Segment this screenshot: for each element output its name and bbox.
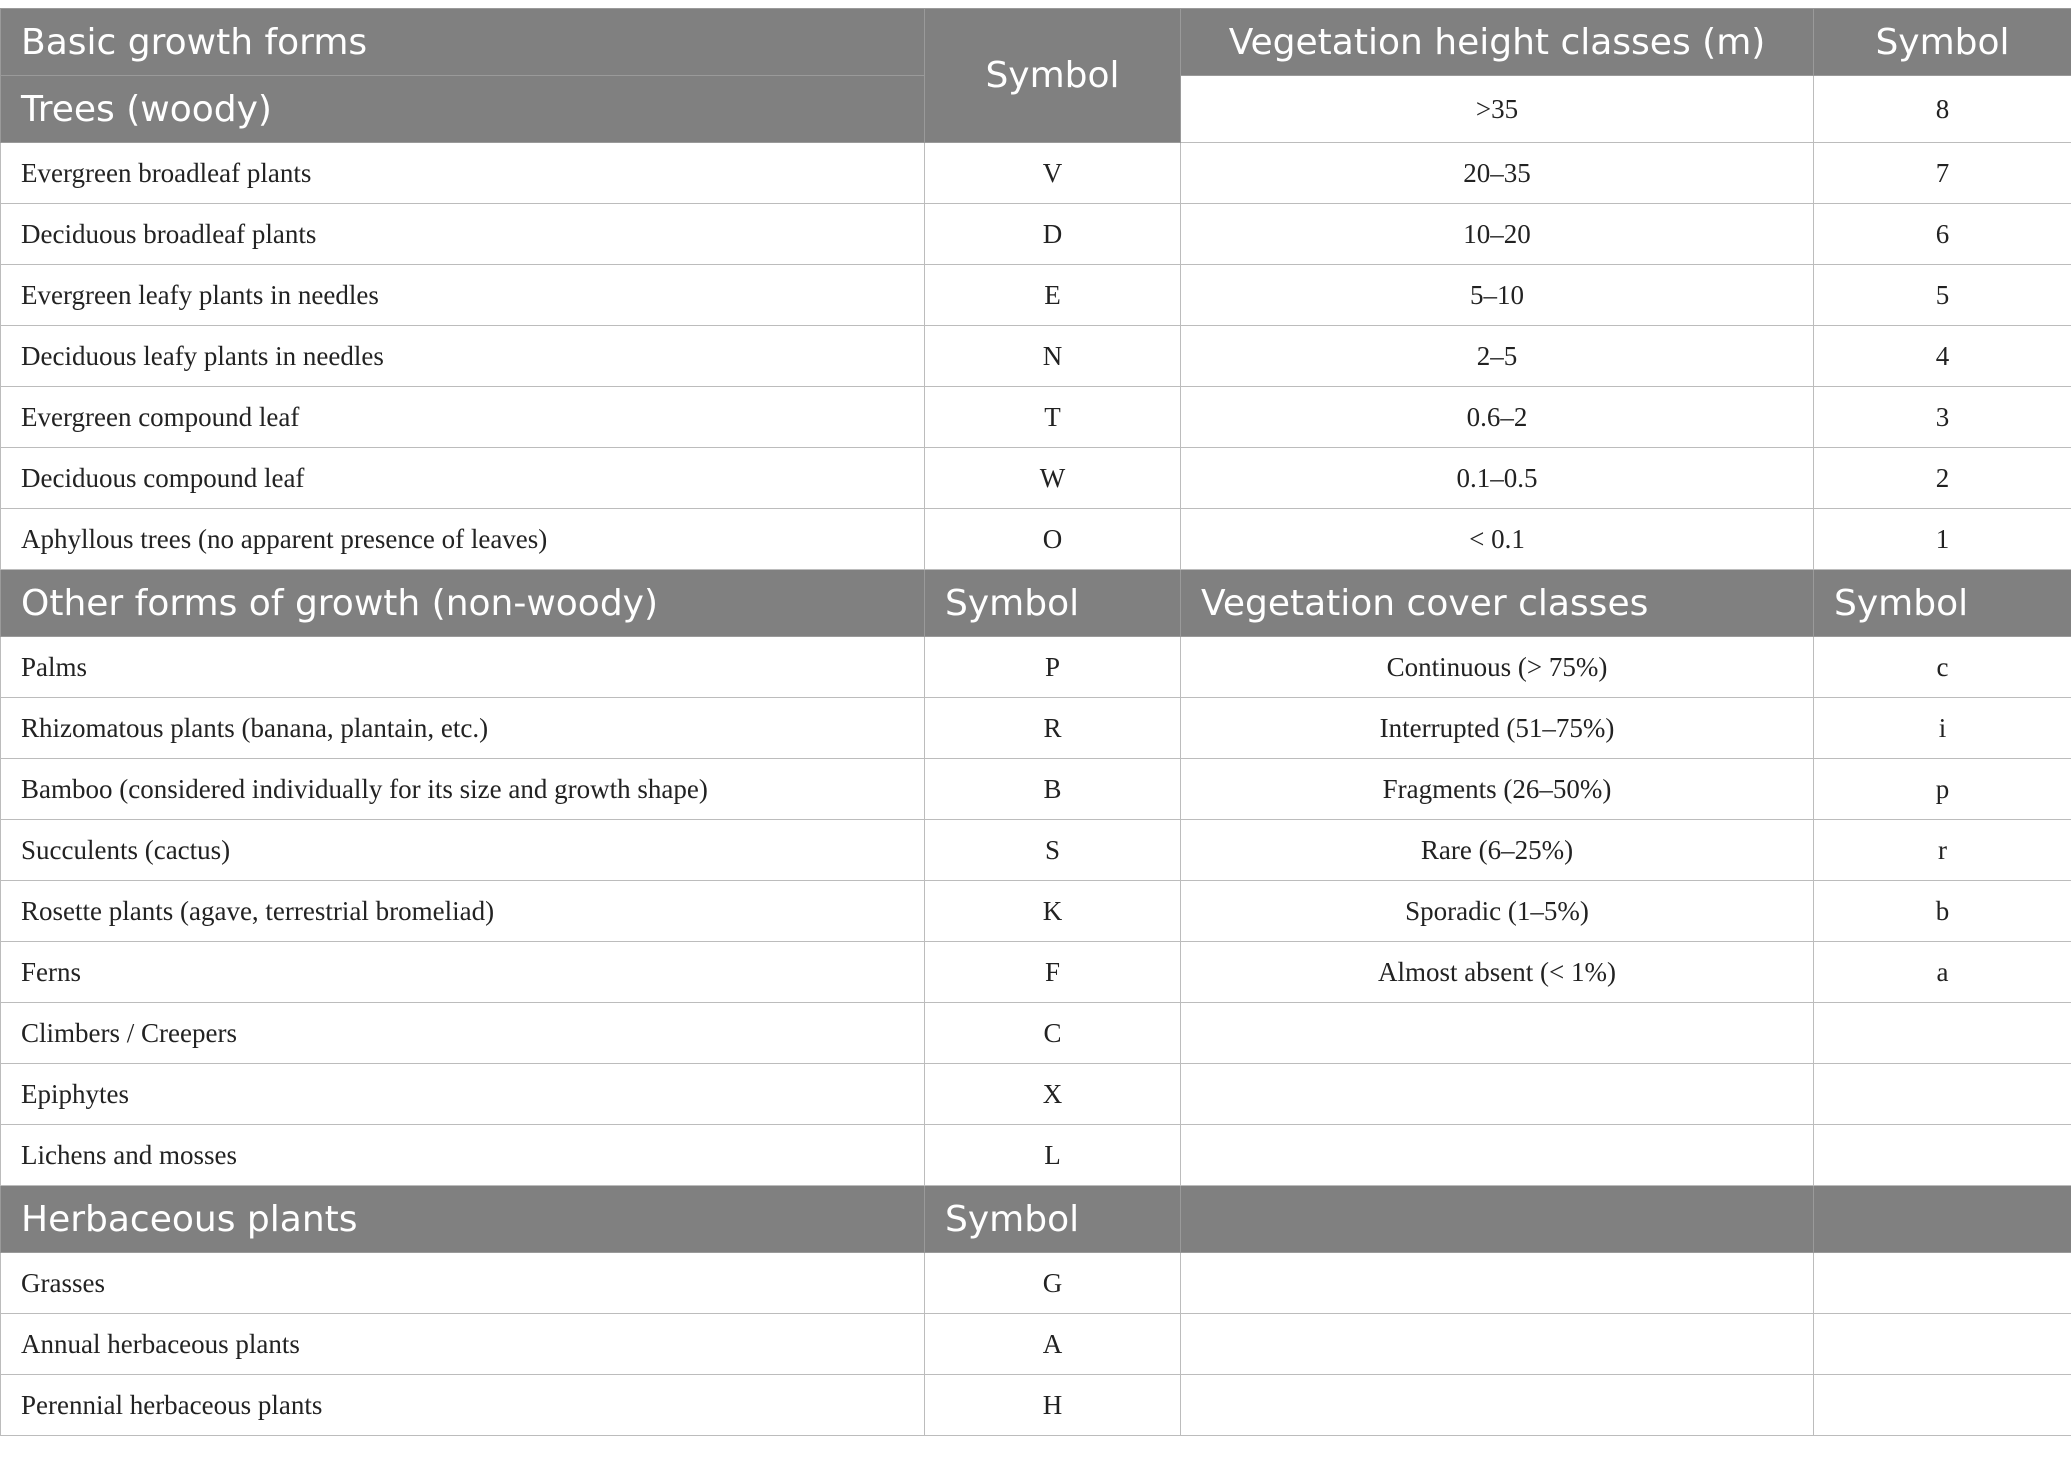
cover-symbol-cell: i [1814, 698, 2071, 759]
height-class-cell: >35 [1181, 76, 1814, 143]
height-class-cell: 2–5 [1181, 326, 1814, 387]
cover-class-cell: Continuous (> 75%) [1181, 637, 1814, 698]
growth-form-cell: Deciduous compound leaf [1, 448, 925, 509]
table-row [1, 637, 2071, 698]
basic-growth-forms-header: Basic growth forms [1, 9, 925, 76]
height-classes-header: Vegetation height classes (m) [1181, 9, 1814, 76]
symbol-cell: S [925, 820, 1181, 881]
growth-form-cell: Evergreen leafy plants in needles [1, 265, 925, 326]
growth-form-cell: Grasses [1, 1253, 925, 1314]
height-symbol-cell: 2 [1814, 448, 2071, 509]
height-class-cell: 0.1–0.5 [1181, 448, 1814, 509]
height-symbol-cell: 6 [1814, 204, 2071, 265]
symbol-header: Symbol [925, 570, 1181, 637]
empty-header-cell [1181, 1186, 1814, 1253]
empty-cell [1181, 1253, 1814, 1314]
table-row [1, 509, 2071, 570]
symbol-cell: X [925, 1064, 1181, 1125]
height-class-cell: 0.6–2 [1181, 387, 1814, 448]
symbol-header: Symbol [925, 9, 1181, 143]
cover-class-cell [1181, 1064, 1814, 1125]
symbol-cell: L [925, 1125, 1181, 1186]
cover-class-cell: Sporadic (1–5%) [1181, 881, 1814, 942]
empty-cell [1181, 1375, 1814, 1436]
table-row [1, 820, 2071, 881]
cover-class-cell [1181, 1003, 1814, 1064]
height-class-cell: 10–20 [1181, 204, 1814, 265]
height-symbol-cell: 5 [1814, 265, 2071, 326]
symbol-cell: T [925, 387, 1181, 448]
cover-symbol-cell [1814, 1064, 2071, 1125]
table-row [1, 1314, 2071, 1375]
height-class-cell: 20–35 [1181, 143, 1814, 204]
symbol-cell: R [925, 698, 1181, 759]
empty-cell [1814, 1253, 2071, 1314]
symbol-cell: K [925, 881, 1181, 942]
height-symbol-cell: 1 [1814, 509, 2071, 570]
cover-symbol-cell [1814, 1003, 2071, 1064]
table-row [1, 698, 2071, 759]
symbol-cell: V [925, 143, 1181, 204]
table-row [1, 387, 2071, 448]
growth-form-cell: Evergreen broadleaf plants [1, 143, 925, 204]
table-row [1, 1003, 2071, 1064]
herbaceous-header: Herbaceous plants [1, 1186, 925, 1253]
table-row [1, 265, 2071, 326]
growth-forms-table [0, 8, 2071, 1436]
growth-form-cell: Aphyllous trees (no apparent presence of leaves) [1, 509, 925, 570]
cover-symbol-cell: c [1814, 637, 2071, 698]
cover-symbol-cell: a [1814, 942, 2071, 1003]
height-class-cell: 5–10 [1181, 265, 1814, 326]
table-row [1, 942, 2071, 1003]
symbol-cell: P [925, 637, 1181, 698]
cover-class-cell [1181, 1125, 1814, 1186]
growth-form-cell: Ferns [1, 942, 925, 1003]
symbol-cell: A [925, 1314, 1181, 1375]
growth-form-cell: Lichens and mosses [1, 1125, 925, 1186]
symbol-cell: E [925, 265, 1181, 326]
growth-form-cell: Rhizomatous plants (banana, plantain, etc.) [1, 698, 925, 759]
table-row [1, 1064, 2071, 1125]
empty-header-cell [1814, 1186, 2071, 1253]
section-header-row [1, 570, 2071, 637]
cover-class-cell: Rare (6–25%) [1181, 820, 1814, 881]
cover-classes-header: Vegetation cover classes [1181, 570, 1814, 637]
growth-form-cell: Deciduous leafy plants in needles [1, 326, 925, 387]
height-symbol-cell: 8 [1814, 76, 2071, 143]
table-row [1, 448, 2071, 509]
growth-form-cell: Bamboo (considered individually for its size and growth shape) [1, 759, 925, 820]
growth-form-cell: Rosette plants (agave, terrestrial bromeliad) [1, 881, 925, 942]
growth-form-cell: Epiphytes [1, 1064, 925, 1125]
height-class-cell: < 0.1 [1181, 509, 1814, 570]
symbol-header: Symbol [925, 1186, 1181, 1253]
height-symbol-header: Symbol [1814, 9, 2071, 76]
growth-form-cell: Perennial herbaceous plants [1, 1375, 925, 1436]
growth-form-cell: Succulents (cactus) [1, 820, 925, 881]
cover-class-cell: Fragments (26–50%) [1181, 759, 1814, 820]
symbol-cell: F [925, 942, 1181, 1003]
symbol-cell: N [925, 326, 1181, 387]
table-row [1, 759, 2071, 820]
symbol-cell: B [925, 759, 1181, 820]
empty-cell [1814, 1314, 2071, 1375]
symbol-cell: G [925, 1253, 1181, 1314]
empty-cell [1814, 1375, 2071, 1436]
table-row [1, 1375, 2071, 1436]
cover-symbol-cell: r [1814, 820, 2071, 881]
table-row [1, 1253, 2071, 1314]
empty-cell [1181, 1314, 1814, 1375]
height-symbol-cell: 4 [1814, 326, 2071, 387]
growth-form-cell: Palms [1, 637, 925, 698]
cover-symbol-cell: p [1814, 759, 2071, 820]
cover-class-cell: Interrupted (51–75%) [1181, 698, 1814, 759]
symbol-cell: W [925, 448, 1181, 509]
cover-symbol-header: Symbol [1814, 570, 2071, 637]
trees-woody-header: Trees (woody) [1, 76, 925, 143]
cover-symbol-cell [1814, 1125, 2071, 1186]
table-row [1, 143, 2071, 204]
table-row [1, 1125, 2071, 1186]
header-row [1, 9, 2071, 76]
table-row [1, 881, 2071, 942]
symbol-cell: C [925, 1003, 1181, 1064]
symbol-cell: H [925, 1375, 1181, 1436]
growth-form-cell: Climbers / Creepers [1, 1003, 925, 1064]
growth-form-cell: Evergreen compound leaf [1, 387, 925, 448]
growth-form-cell: Annual herbaceous plants [1, 1314, 925, 1375]
symbol-cell: O [925, 509, 1181, 570]
height-symbol-cell: 3 [1814, 387, 2071, 448]
section-header-row [1, 1186, 2071, 1253]
symbol-cell: D [925, 204, 1181, 265]
cover-class-cell: Almost absent (< 1%) [1181, 942, 1814, 1003]
table-row [1, 326, 2071, 387]
cover-symbol-cell: b [1814, 881, 2071, 942]
table-row [1, 204, 2071, 265]
other-forms-header: Other forms of growth (non-woody) [1, 570, 925, 637]
growth-form-cell: Deciduous broadleaf plants [1, 204, 925, 265]
height-symbol-cell: 7 [1814, 143, 2071, 204]
